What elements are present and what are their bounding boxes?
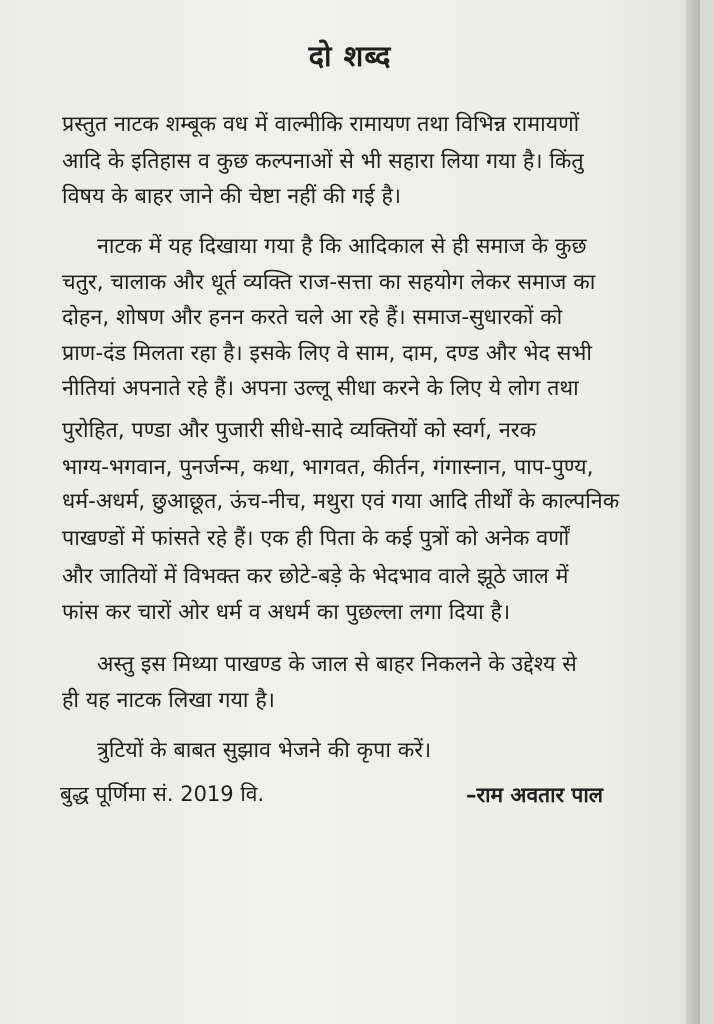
text-line: चतुर, चालाक और धूर्त व्यक्ति राज-सत्ता का सहयोग लेकर समाज का [62, 270, 596, 295]
text-line: पाखण्डों में फांसते रहे हैं। एक ही पिता के कई पुत्रों को अनेक वर्णों [62, 526, 570, 551]
text-line: फांस कर चारों ओर धर्म व अधर्म का पुछल्ला लगा दिया है। [62, 600, 511, 625]
text-line: अस्तु इस मिथ्या पाखण्ड के जाल से बाहर निकलने के उद्देश्य से [97, 652, 577, 677]
page-title: दो शब्द [308, 39, 392, 73]
text-line: प्राण-दंड मिलता रहा है। इसके लिए वे साम, दाम, दण्ड और भेद सभी [62, 341, 592, 366]
text-line: विषय के बाहर जाने की चेष्टा नहीं की गई है। [62, 184, 402, 209]
text-line: नीतियां अपनाते रहे हैं। अपना उल्लू सीधा करने के लिए ये लोग तथा [62, 376, 579, 401]
author-signature: –राम अवतार पाल [466, 783, 604, 807]
text-line: पुरोहित, पण्डा और पुजारी सीधे-सादे व्यक्तियों को स्वर्ग, नरक [62, 418, 537, 443]
text-line: दोहन, शोषण और हनन करते चले आ रहे हैं। समाज-सुधारकों को [62, 305, 563, 330]
text-line: ही यह नाटक लिखा गया है। [62, 688, 275, 713]
text-line: प्रस्तुत नाटक शम्बूक वध में वाल्मीकि रामायण तथा विभिन्न रामायणों [62, 112, 580, 137]
text-line: धर्म-अधर्म, छुआछूत, ऊंच-नीच, मथुरा एवं गया आदि तीर्थों के काल्पनिक [62, 489, 620, 514]
text-line: और जातियों में विभक्त कर छोटे-बड़े के भेदभाव वाले झूठे जाल में [62, 564, 569, 589]
text-line: आदि के इतिहास व कुछ कल्पनाओं से भी सहारा लिया गया है। किंतु [62, 149, 584, 174]
date-line: बुद्ध पूर्णिमा सं. 2019 वि. [60, 782, 265, 806]
text-line: त्रुटियों के बाबत सुझाव भेजने की कृपा करें। [97, 738, 432, 763]
text-line: नाटक में यह दिखाया गया है कि आदिकाल से ही समाज के कुछ [97, 234, 587, 259]
page-spine-shadow [686, 0, 700, 1024]
text-line: भाग्य-भगवान, पुनर्जन्म, कथा, भागवत, कीर्तन, गंगास्नान, पाप-पुण्य, [62, 455, 594, 480]
